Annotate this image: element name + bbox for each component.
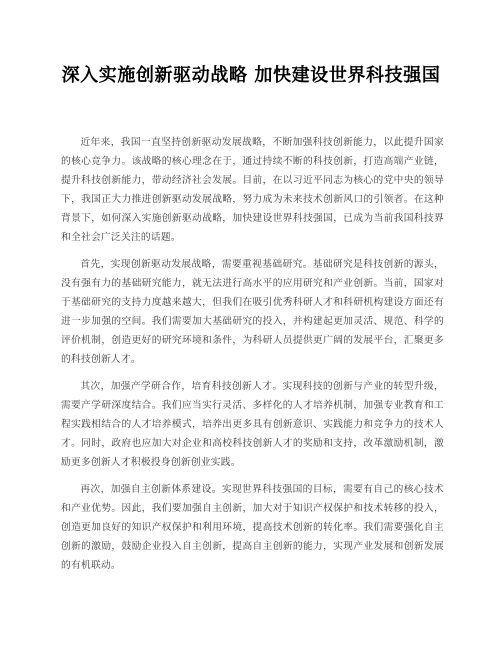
paragraph-1: 近年来，我国一直坚持创新驱动发展战略，不断加强科技创新能力，以此提升国家的核心竞争力。该战略的核心理念在于，通过持续不断的科技创新，打造高端产业链，提升科技创新能力，带动经济社会发展。目前，在以习近平同志为核心的党中央的领导下，我国正大力推进创新驱动发展战略，努力成为未来技术创新风口的引领者。在这种背景下，如何深入实施创新驱动战略，加快建设世界科技强国，已成为当前我国科技界和全社会广泛关注的话题。 xyxy=(61,137,444,243)
paragraph-2: 首先，实现创新驱动发展战略，需要重视基础研究。基础研究是科技创新的源头，没有强有力的基础研究能力，就无法进行高水平的应用研究和产业创新。当前，国家对于基础研究的支持力度越来越大，但我们在吸引优秀科研人才和科研机构建设方面还有进一步加强的空间。我们需要加大基础研究的投入，并构建起更加灵活、规范、科学的评价机制，创造更好的研究环境和条件，为科研人员提供更广阔的发展平台，汇聚更多的科技创新人才。 xyxy=(61,259,444,365)
paragraph-3: 其次，加强产学研合作，培育科技创新人才。实现科技的创新与产业的转型升级，需要产学研深度结合。我们应当实行灵活、多样化的人才培养机制，加强专业教育和工程实践相结合的人才培养模式，培养出更多具有创新意识、实践能力和竞争力的技术人才。同时，政府也应加大对企业和高校科技创新人才的奖励和支持，改革激励机制，激励更多创新人才积极投身创新创业实践。 xyxy=(61,381,444,468)
document-title: 深入实施创新驱动战略 加快建设世界科技强国 xyxy=(61,65,441,86)
document-body xyxy=(61,133,444,583)
paragraph-4: 再次，加强自主创新体系建设。实现世界科技强国的目标，需要有自己的核心技术和产业优势。因此，我们要加强自主创新，加大对于知识产权保护和技术转移的投入，创造更加良好的知识产权保护和利用环境，提高技术创新的转化率。我们需要强化自主创新的激励，鼓励企业投入自主创新，提高自主创新的能力，实现产业发展和创新发展的有机联动。 xyxy=(61,484,444,571)
